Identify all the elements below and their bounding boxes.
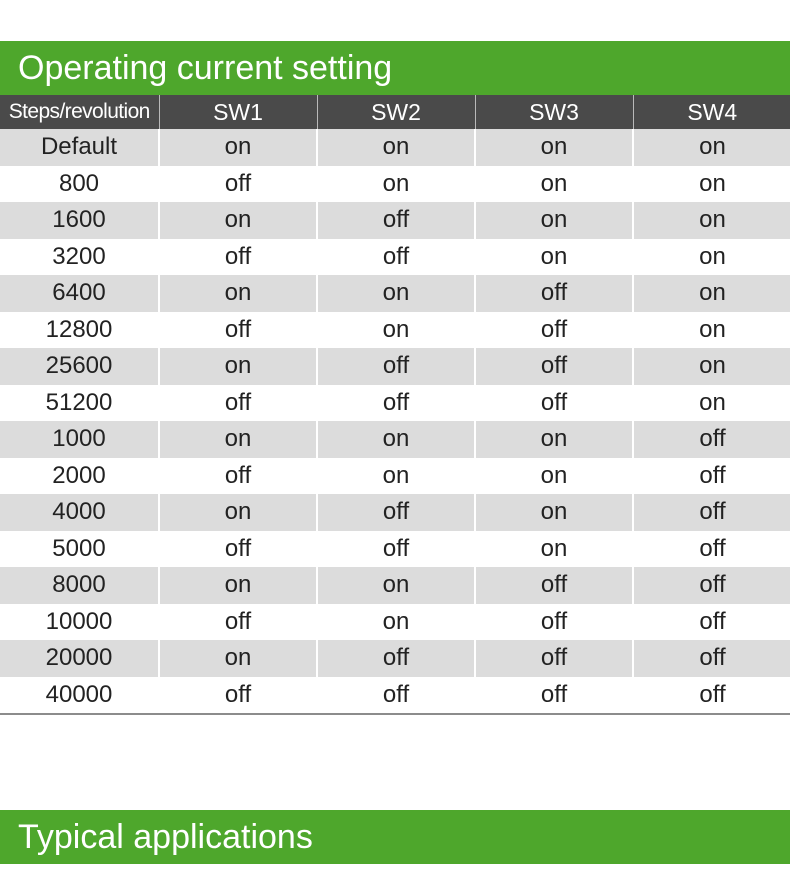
cell-sw2: off <box>317 494 475 531</box>
cell-sw4: off <box>633 421 790 458</box>
table-row <box>0 640 790 677</box>
cell-sw4: off <box>699 534 726 562</box>
cell-sw3: off <box>475 312 633 349</box>
cell-steps: 25600 <box>0 348 159 385</box>
cell-sw2: off <box>317 640 475 677</box>
cell-sw2: on <box>317 567 475 604</box>
cell-steps: Default <box>0 129 159 166</box>
cell-sw1: off <box>159 312 317 349</box>
cell-sw1: on <box>159 567 317 604</box>
cell-sw1: on <box>159 275 317 312</box>
cell-sw2: off <box>317 202 475 239</box>
table-row <box>0 239 790 276</box>
table-row <box>0 604 790 641</box>
cell-sw1: off <box>159 385 317 422</box>
cell-sw3: off <box>475 275 633 312</box>
cell-sw4: on <box>699 169 726 197</box>
table-header-row <box>0 95 790 129</box>
cell-sw3: on <box>475 421 633 458</box>
header-sw2: SW2 <box>317 95 475 129</box>
cell-sw3: off <box>475 677 633 715</box>
cell-sw1: on <box>159 202 317 239</box>
cell-steps: 10000 <box>0 604 159 641</box>
cell-steps: 800 <box>0 166 159 203</box>
header-sw1: SW1 <box>159 95 317 129</box>
cell-steps: 4000 <box>0 494 159 531</box>
cell-steps: 3200 <box>0 239 159 276</box>
cell-sw4: off <box>633 494 790 531</box>
cell-sw3: on <box>475 129 633 166</box>
cell-sw3: off <box>475 567 633 604</box>
cell-sw3: off <box>475 640 633 677</box>
cell-steps: 20000 <box>0 640 159 677</box>
cell-sw1: on <box>159 640 317 677</box>
cell-sw2: on <box>317 166 475 203</box>
table-row <box>0 458 790 495</box>
header-sw3: SW3 <box>475 95 633 129</box>
cell-steps: 51200 <box>0 385 159 422</box>
table-row <box>0 421 790 458</box>
operating-current-title: Operating current setting <box>18 49 393 87</box>
cell-sw1: on <box>159 494 317 531</box>
cell-sw2: on <box>317 129 475 166</box>
cell-sw3: on <box>475 239 633 276</box>
typical-applications-banner <box>0 810 790 864</box>
cell-sw4: off <box>633 567 790 604</box>
table-row <box>0 129 790 166</box>
table-row <box>0 275 790 312</box>
table-row <box>0 677 790 715</box>
cell-sw1: on <box>159 421 317 458</box>
cell-sw2: off <box>317 531 475 568</box>
cell-sw3: on <box>475 531 633 568</box>
cell-steps: 1600 <box>0 202 159 239</box>
table-row <box>0 202 790 239</box>
table-row <box>0 166 790 203</box>
cell-sw4: on <box>633 348 790 385</box>
header-steps-revolution: Steps/revolution <box>0 95 159 129</box>
cell-steps: 5000 <box>0 531 159 568</box>
cell-steps: 6400 <box>0 275 159 312</box>
table-row <box>0 531 790 568</box>
cell-sw1: off <box>159 677 317 715</box>
table-row <box>0 312 790 349</box>
cell-sw4: off <box>699 607 726 635</box>
cell-sw4: off <box>633 640 790 677</box>
cell-sw2: on <box>317 275 475 312</box>
steps-switch-table <box>0 95 790 715</box>
cell-sw2: on <box>317 458 475 495</box>
cell-sw3: on <box>475 166 633 203</box>
table-row <box>0 348 790 385</box>
table-row <box>0 494 790 531</box>
cell-sw1: off <box>159 166 317 203</box>
cell-sw2: off <box>317 677 475 715</box>
cell-steps: 40000 <box>0 677 159 715</box>
cell-sw2: off <box>317 239 475 276</box>
cell-sw2: on <box>317 421 475 458</box>
cell-sw4: on <box>699 315 726 343</box>
cell-sw4: on <box>699 388 726 416</box>
cell-sw1: on <box>159 348 317 385</box>
cell-sw3: off <box>475 348 633 385</box>
cell-sw3: off <box>475 604 633 641</box>
table-row <box>0 567 790 604</box>
cell-sw2: off <box>317 348 475 385</box>
cell-sw1: off <box>159 531 317 568</box>
cell-sw3: off <box>475 385 633 422</box>
cell-sw4: off <box>633 677 790 715</box>
cell-sw1: off <box>159 604 317 641</box>
cell-sw2: off <box>317 385 475 422</box>
cell-sw1: off <box>159 239 317 276</box>
cell-sw2: on <box>317 604 475 641</box>
cell-steps: 1000 <box>0 421 159 458</box>
typical-applications-title: Typical applications <box>18 818 313 856</box>
cell-steps: 12800 <box>0 312 159 349</box>
operating-current-banner <box>0 41 790 95</box>
cell-sw4: on <box>633 129 790 166</box>
cell-sw1: on <box>159 129 317 166</box>
cell-sw4: on <box>633 275 790 312</box>
cell-sw2: on <box>317 312 475 349</box>
cell-sw4: on <box>633 202 790 239</box>
cell-sw3: on <box>475 202 633 239</box>
table-row <box>0 385 790 422</box>
cell-sw4: on <box>699 242 726 270</box>
cell-steps: 8000 <box>0 567 159 604</box>
header-sw4: SW4 <box>633 95 790 129</box>
cell-sw1: off <box>159 458 317 495</box>
table-body <box>0 129 790 714</box>
cell-steps: 2000 <box>0 458 159 495</box>
cell-sw4: off <box>699 461 726 489</box>
cell-sw3: on <box>475 494 633 531</box>
cell-sw3: on <box>475 458 633 495</box>
